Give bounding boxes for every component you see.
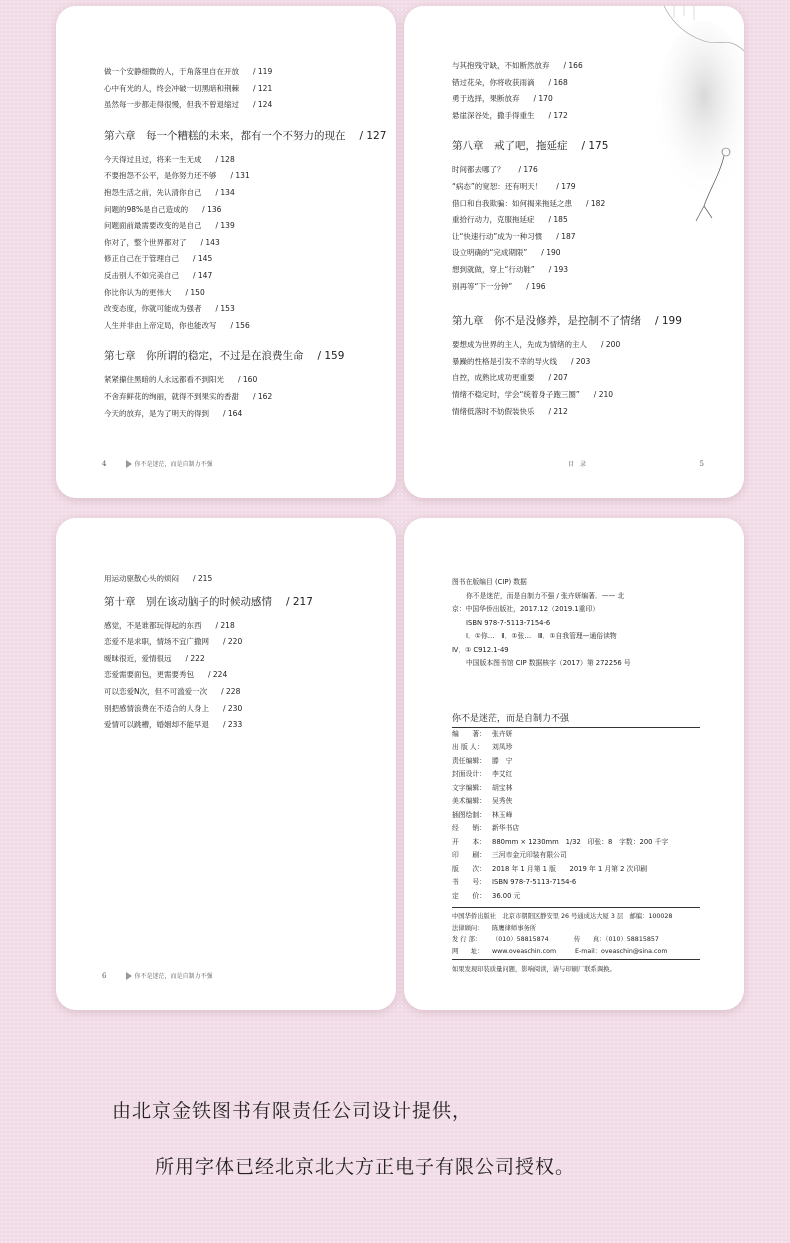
cip-line: 中国版本图书馆 CIP 数据核字（2017）第 272256 号: [466, 659, 631, 667]
toc-entry: 紧紧攥住黑暗的人永远都看不到阳光 / 160: [104, 375, 258, 385]
credit-line: 书 号： ISBN 978-7-5113-7154-6: [452, 878, 577, 886]
cip-block: [452, 576, 700, 977]
toc-entry: 你对了，整个世界都对了 / 143: [104, 237, 220, 247]
toc-entry: 让“快速行动”成为一种习惯 / 187: [452, 231, 576, 241]
publisher-line: 法律顾问： 陈鹰律师事务所: [452, 924, 537, 932]
toc-entry: 人生并非由上帝定局，你也能改写 / 156: [104, 320, 250, 330]
toc-entry: 自控，成熟比成功更重要 / 207: [452, 373, 568, 383]
page-footer: [102, 971, 212, 981]
credit-line: 责任编辑： 滕 宁: [452, 756, 513, 765]
chapter-heading: 第九章 你不是没修养，是控制不了情绪 / 199: [452, 315, 682, 328]
quality-notice: 如果发现印装质量问题，影响阅读，请与印刷厂联系调换。: [452, 966, 616, 973]
toc-entry: 错过花朵，你将收获雨滴 / 168: [452, 77, 568, 87]
cip-line: 京：中国华侨出版社，2017.12（2019.1重印）: [452, 605, 600, 613]
toc-entry: 暴躁的性格是引发不幸的导火线 / 203: [452, 356, 591, 366]
page-footer: [102, 459, 212, 469]
chapter-heading: 第八章 戒了吧，拖延症 / 175: [452, 140, 609, 153]
toc-list: [104, 571, 376, 734]
toc-entry: 爱情可以跳槽，婚姻却不能早退 / 233: [104, 720, 243, 730]
cip-header: 图书在版编目 (CIP) 数据: [452, 578, 527, 586]
credit-line: 开 本： 880mm × 1230mm 1/32 印张：8 字数：200 千字: [452, 837, 669, 846]
play-icon: [126, 972, 132, 980]
toc-entry: “病态”的宽恕：还有明天！ / 179: [452, 181, 576, 191]
divider: [452, 959, 700, 960]
toc-entry: 问题面前最需要改变的是自己 / 139: [104, 221, 235, 231]
credit-line: 美术编辑： 吴秀侠: [452, 797, 513, 805]
credits-list: [452, 728, 700, 904]
credit-line: 出 版 人： 刘凤珍: [452, 743, 513, 751]
toc-entry: 恋爱不是求职，情场不宜广撒网 / 220: [104, 637, 243, 647]
publisher-line: 网 址： www.oveaschin.com E-mail：oveaschin@sina.com: [452, 947, 668, 955]
toc-entry: 今天的放弃，是为了明天的得到 / 164: [104, 408, 243, 418]
toc-entry: 借口和自我欺骗：如何揭来拖延之患 / 182: [452, 198, 606, 208]
toc-entry: 用运动驱散心头的烦闷 / 215: [104, 574, 213, 583]
credit-line: 编 著： 张卉妍: [452, 729, 513, 738]
toc-entry: 可以恋爱N次，但不可滥爱一次 / 228: [104, 686, 241, 696]
toc-list: [104, 64, 387, 422]
page-number: 5: [699, 460, 704, 468]
toc-list: [452, 58, 724, 420]
toc-entry: 想到就做，穿上“行动鞋” / 193: [452, 264, 569, 274]
cip-line: Ⅰ．①你… Ⅱ．①张… Ⅲ．①自我管理—通俗读物: [466, 632, 617, 640]
toc-entry: 要想成为世界的主人，先成为情绪的主人 / 200: [452, 340, 621, 350]
toc-entry: 你比你认为的更伟大 / 150: [104, 287, 205, 297]
toc-entry: 重拾行动力，克服拖延症 / 185: [452, 215, 568, 225]
cip-line: Ⅳ．① C912.1-49: [452, 645, 509, 654]
toc-entry: 恋爱需要面包，更需要秀包 / 224: [104, 670, 228, 680]
toc-entry: 时间都去哪了？ / 176: [452, 165, 538, 175]
toc-entry: 感觉，不是谁都玩得起的东西 / 218: [104, 620, 235, 630]
toc-entry: 今天得过且过，将来一生无成 / 128: [104, 154, 235, 164]
toc-page-4: [56, 6, 396, 498]
page-number: 4: [102, 459, 107, 468]
credit-line: 经 销： 新华书店: [452, 824, 520, 832]
toc-entry: 反击别人不如完美自己 / 147: [104, 270, 213, 280]
play-icon: [126, 460, 132, 468]
toc-entry: 情绪不稳定时，学会“统着身子跑三圈” / 210: [452, 389, 614, 399]
divider: [452, 907, 700, 908]
credit-text-line1: 由北京金铁图书有限责任公司设计提供，: [112, 1100, 473, 1122]
credit-line: 定 价： 36.00 元: [452, 891, 521, 900]
toc-entry: 问题的98%是自己造成的 / 136: [104, 204, 222, 214]
credit-line: 版 次： 2018 年 1 月第 1 版 2019 年 1 月第 2 次印刷: [452, 864, 648, 873]
copyright-page: [404, 518, 744, 1010]
chapter-heading: 第六章 每一个糟糕的未来，都有一个不努力的现在 / 127: [104, 129, 387, 142]
toc-entry: 做一个安静细微的人，于角落里自在开放 / 119: [104, 67, 273, 76]
credit-text-line2: 所用字体已经北京北大方正电子有限公司授权。: [155, 1156, 576, 1178]
toc-entry: 改变态度，你就可能成为强者 / 153: [104, 304, 235, 314]
toc-entry: 虽然每一步都走得很慢，但我不曾退缩过 / 124: [104, 100, 273, 110]
toc-entry: 暧昧很近，爱情很远 / 222: [104, 653, 205, 663]
toc-entry: 不要抱怨不公平，是你努力还不够 / 131: [104, 171, 250, 181]
toc-entry: 不舍弃鲜花的绚丽，就得不到果实的香甜 / 162: [104, 391, 273, 401]
toc-entry: 心中有光的人，终会冲破一切黑暗和荆棘 / 121: [104, 83, 273, 93]
toc-entry: 与其抱残守缺，不如断然放弃 / 166: [452, 61, 583, 70]
book-title: 你不是迷茫，而是自制力不强: [452, 713, 570, 724]
publisher-line: 发 行 部： （010）58815874 传 真：（010）58815857: [452, 936, 659, 943]
toc-entry: 抱怨生活之前，先认清你自己 / 134: [104, 187, 235, 197]
toc-entry: 修正自己在于管理自己 / 145: [104, 254, 213, 264]
page-number: 6: [102, 971, 107, 980]
chapter-heading: 第十章 别在该动脑子的时候动感情 / 217: [104, 595, 313, 608]
toc-entry: 悬崖深谷处，撒手得重生 / 172: [452, 110, 568, 120]
toc-page-6: [56, 518, 396, 1010]
publisher-info: [452, 911, 700, 957]
publisher-line: 中国华侨出版社 北京市朝阳区静安里 26 号通成达大厦 3 层 邮编：100028: [452, 913, 673, 920]
toc-entry: 别把感情浪费在不适合的人身上 / 230: [104, 703, 243, 713]
credit-line: 封面设计： 李艾红: [452, 770, 513, 778]
running-title: 你不是迷茫，而是自制力不强: [134, 460, 213, 468]
cip-line: ISBN 978-7-5113-7154-6: [466, 618, 551, 627]
credit-line: 印 刷： 三河市金元印装有限公司: [452, 851, 567, 859]
running-title: 你不是迷茫，而是自制力不强: [134, 972, 213, 980]
toc-entry: 设立明确的“完成期限” / 190: [452, 248, 561, 258]
page-footer-mid: 目 录: [568, 461, 587, 468]
toc-page-5: [404, 6, 744, 498]
cip-line: 你不是迷茫，而是自制力不强 / 张卉妍编著．—— 北: [466, 591, 625, 600]
toc-entry: 情绪低落时不妨假装快乐 / 212: [452, 406, 568, 416]
credit-line: 插图绘制： 林玉峰: [452, 810, 513, 819]
toc-entry: 勇于选择，果断放弃 / 170: [452, 94, 553, 104]
toc-entry: 别再等“下一分钟” / 196: [452, 281, 546, 291]
chapter-heading: 第七章 你所谓的稳定，不过是在浪费生命 / 159: [104, 350, 345, 363]
credit-line: 文字编辑： 胡宝林: [452, 783, 513, 792]
